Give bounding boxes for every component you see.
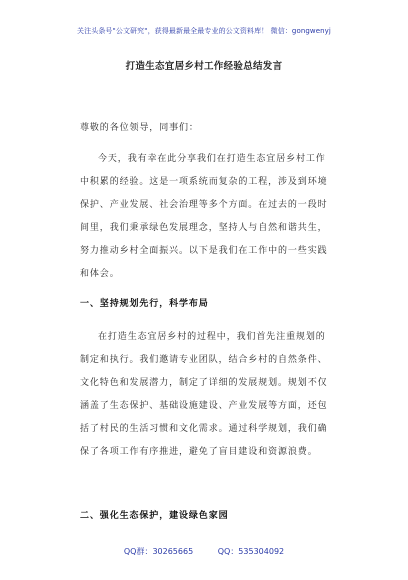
- paragraph-2: [80, 326, 335, 464]
- paragraph-line: 今天，我有幸在此分享我们在打造生态宜居乡村工作: [98, 154, 326, 164]
- paragraph-line: 间里，我们秉承绿色发展理念，坚持人与自然和谐共生，: [80, 223, 328, 233]
- greeting: 尊敬的各位领导，同事们：: [80, 123, 199, 133]
- paragraph-line: 中积累的经验。这是一项系统而复杂的工程，涉及到环境: [80, 177, 328, 187]
- section-heading-2: 二、强化生态保护，建设绿色家园: [80, 511, 229, 521]
- paragraph-line: 和体会。: [80, 269, 120, 279]
- footer-qq: QQ：535304092: [217, 547, 285, 556]
- footer-qq-group: QQ群：30265665: [123, 547, 194, 556]
- paragraph-1: [80, 148, 335, 286]
- paragraph-line: 括了村民的生活习惯和文化需求。通过科学规划，我们确: [80, 424, 328, 434]
- paragraph-line: 努力推动乡村全面振兴。以下是我们在工作中的一些实践: [80, 246, 328, 256]
- paragraph-line: 保了各项工作有序推进，避免了盲目建设和资源浪费。: [80, 447, 318, 457]
- header-banner: 关注头条号"公文研究"，获得最新最全最专业的公文资料库！ 微信：gongwenyj: [77, 27, 331, 35]
- paragraph-line: 涵盖了生态保护、基础设施建设、产业发展等方面，还包: [80, 401, 328, 411]
- paragraph-line: 文化特色和发展潜力，制定了详细的发展规划。规划不仅: [80, 378, 328, 388]
- section-heading-1: 一、坚持规划先行，科学布局: [80, 299, 209, 309]
- document-title: 打造生态宜居乡村工作经验总结发言: [125, 61, 283, 72]
- paragraph-line: 保护、产业发展、社会治理等多个方面。在过去的一段时: [80, 200, 328, 210]
- footer-contact: [0, 546, 408, 557]
- paragraph-line: 制定和执行。我们邀请专业团队，结合乡村的自然条件、: [80, 355, 328, 365]
- paragraph-line: 在打造生态宜居乡村的过程中，我们首先注重规划的: [98, 332, 326, 342]
